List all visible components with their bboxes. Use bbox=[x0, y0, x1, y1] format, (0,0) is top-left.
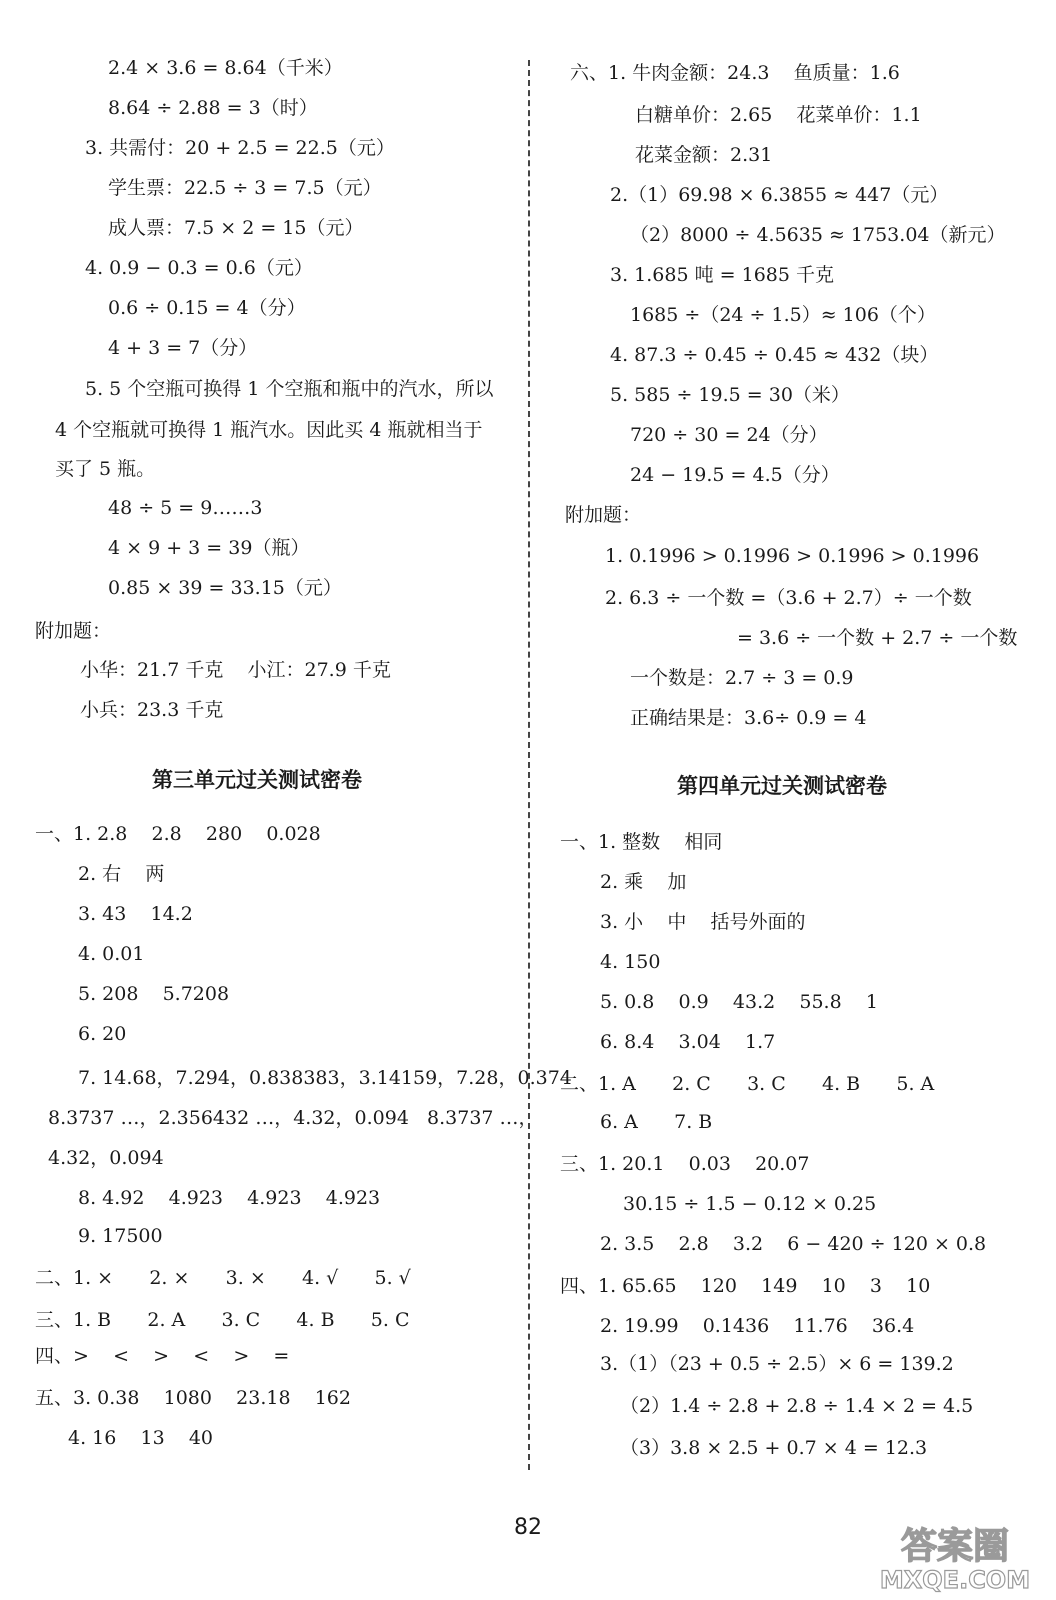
left-answer-line: 4 + 3 = 7（分） bbox=[108, 337, 258, 359]
right-answer-line: 3. 1.685 吨 = 1685 千克 bbox=[610, 264, 834, 286]
right-answer-line: 附加题： bbox=[565, 504, 642, 526]
watermark-logo bbox=[860, 1522, 1050, 1594]
left-answer-line: 小兵：23.3 千克 bbox=[80, 699, 224, 721]
left-answer-line: 2.4 × 3.6 = 8.64（千米） bbox=[108, 57, 343, 79]
unit3-answer-line: 9. 17500 bbox=[78, 1225, 163, 1247]
unit3-answer-line: 一、1. 2.8 2.8 280 0.028 bbox=[35, 823, 321, 845]
unit4-answer-line: 三、1. 20.1 0.03 20.07 bbox=[560, 1153, 810, 1175]
unit4-answer-line: 一、1. 整数 相同 bbox=[560, 831, 723, 853]
right-answer-line: 24 − 19.5 = 4.5（分） bbox=[630, 464, 840, 486]
left-answer-line: 48 ÷ 5 = 9……3 bbox=[108, 497, 263, 519]
left-answer-line: 5. 5 个空瓶可换得 1 个空瓶和瓶中的汽水，所以 bbox=[85, 378, 494, 400]
unit4-answer-line: 30.15 ÷ 1.5 − 0.12 × 0.25 bbox=[623, 1193, 877, 1215]
unit3-answer-line: 5. 208 5.7208 bbox=[78, 983, 230, 1005]
left-answer-line: 学生票：22.5 ÷ 3 = 7.5（元） bbox=[108, 177, 382, 199]
left-answer-line: 0.6 ÷ 0.15 = 4（分） bbox=[108, 297, 306, 319]
unit4-answer-line: 2. 19.99 0.1436 11.76 36.4 bbox=[600, 1315, 915, 1337]
right-answer-line: 花菜金额：2.31 bbox=[635, 144, 773, 166]
unit3-answer-line: 三、1. B 2. A 3. C 4. B 5. C bbox=[35, 1309, 410, 1331]
unit4-answer-line: 四、1. 65.65 120 149 10 3 10 bbox=[560, 1275, 931, 1297]
unit3-answer-line: 四、> < > < > = bbox=[35, 1345, 290, 1367]
right-answer-line: （2）8000 ÷ 4.5635 ≈ 1753.04（新元） bbox=[630, 224, 1006, 246]
right-answer-line: 一个数是：2.7 ÷ 3 = 0.9 bbox=[630, 667, 854, 689]
unit3-answer-line: 4. 0.01 bbox=[78, 943, 145, 965]
right-answer-line: = 3.6 ÷ 一个数 + 2.7 ÷ 一个数 bbox=[737, 627, 1018, 649]
unit4-answer-line: 2. 3.5 2.8 3.2 6 − 420 ÷ 120 × 0.8 bbox=[600, 1233, 987, 1255]
left-answer-line: 小华：21.7 千克 小江：27.9 千克 bbox=[80, 659, 391, 681]
right-answer-line: 白糖单价：2.65 花菜单价：1.1 bbox=[635, 104, 922, 126]
unit4-answer-line: 6. 8.4 3.04 1.7 bbox=[600, 1031, 776, 1053]
unit3-answer-line: 8. 4.92 4.923 4.923 4.923 bbox=[78, 1187, 381, 1209]
unit4-answer-line: 二、1. A 2. C 3. C 4. B 5. A bbox=[560, 1073, 935, 1095]
right-answer-line: 2.（1）69.98 × 6.3855 ≈ 447（元） bbox=[610, 184, 949, 206]
right-answer-line: 4. 87.3 ÷ 0.45 ÷ 0.45 ≈ 432（块） bbox=[610, 344, 939, 366]
unit3-answer-line: 2. 右 两 bbox=[78, 863, 165, 885]
unit4-answer-line: 2. 乘 加 bbox=[600, 871, 687, 893]
unit3-heading: 第三单元过关测试密卷 bbox=[152, 768, 362, 792]
right-answer-line: 720 ÷ 30 = 24（分） bbox=[630, 424, 828, 446]
left-answer-line: 3. 共需付：20 + 2.5 = 22.5（元） bbox=[85, 137, 395, 159]
unit3-answer-line: 五、3. 0.38 1080 23.18 162 bbox=[35, 1387, 351, 1409]
right-answer-line: 六、1. 牛肉金额：24.3 鱼质量：1.6 bbox=[570, 62, 900, 84]
watermark-text-top: 答案圈 bbox=[900, 1526, 1010, 1567]
left-answer-line: 4 × 9 + 3 = 39（瓶） bbox=[108, 537, 310, 559]
left-answer-line: 8.64 ÷ 2.88 = 3（时） bbox=[108, 97, 318, 119]
unit3-answer-line: 二、1. × 2. × 3. × 4. √ 5. √ bbox=[35, 1267, 411, 1289]
left-answer-line: 4 个空瓶就可换得 1 瓶汽水。因此买 4 瓶就相当于 bbox=[55, 419, 483, 441]
unit4-answer-line: 5. 0.8 0.9 43.2 55.8 1 bbox=[600, 991, 878, 1013]
right-answer-line: 1. 0.1996 > 0.1996 > 0.1996 > 0.1996 bbox=[605, 545, 980, 567]
unit3-answer-line: 4. 16 13 40 bbox=[68, 1427, 214, 1449]
unit4-heading: 第四单元过关测试密卷 bbox=[677, 774, 887, 798]
right-answer-line: 1685 ÷（24 ÷ 1.5）≈ 106（个） bbox=[630, 304, 936, 326]
unit3-answer-line: 7. 14.68，7.294，0.838383，3.14159，7.28，0.374 bbox=[78, 1067, 572, 1089]
left-answer-line: 成人票：7.5 × 2 = 15（元） bbox=[108, 217, 364, 239]
right-answer-line: 2. 6.3 ÷ 一个数 =（3.6 + 2.7）÷ 一个数 bbox=[605, 587, 972, 609]
unit4-answer-line: 3.（1）（23 + 0.5 ÷ 2.5）× 6 = 139.2 bbox=[600, 1353, 954, 1375]
left-answer-line: 附加题： bbox=[35, 620, 112, 642]
right-answer-line: 正确结果是：3.6÷ 0.9 = 4 bbox=[630, 707, 867, 729]
unit3-answer-line: 4.32，0.094 bbox=[48, 1147, 164, 1169]
column-divider bbox=[528, 60, 530, 1470]
page-number: 82 bbox=[514, 1515, 542, 1540]
watermark-text-bottom: MXQE.COM bbox=[879, 1566, 1031, 1594]
unit3-answer-line: 6. 20 bbox=[78, 1023, 127, 1045]
left-answer-line: 0.85 × 39 = 33.15（元） bbox=[108, 577, 342, 599]
unit4-answer-line: 6. A 7. B bbox=[600, 1111, 713, 1133]
unit3-answer-line: 3. 43 14.2 bbox=[78, 903, 193, 925]
unit4-answer-line: 3. 小 中 括号外面的 bbox=[600, 911, 806, 933]
unit4-answer-line: （3）3.8 × 2.5 + 0.7 × 4 = 12.3 bbox=[620, 1437, 928, 1459]
unit4-answer-line: 4. 150 bbox=[600, 951, 661, 973]
unit4-answer-line: （2）1.4 ÷ 2.8 + 2.8 ÷ 1.4 × 2 = 4.5 bbox=[620, 1395, 974, 1417]
left-answer-line: 买了 5 瓶。 bbox=[55, 458, 156, 480]
right-answer-line: 5. 585 ÷ 19.5 = 30（米） bbox=[610, 384, 850, 406]
left-answer-line: 4. 0.9 − 0.3 = 0.6（元） bbox=[85, 257, 313, 279]
unit3-answer-line: 8.3737 …，2.356432 …，4.32，0.094 8.3737 …， bbox=[48, 1107, 538, 1129]
